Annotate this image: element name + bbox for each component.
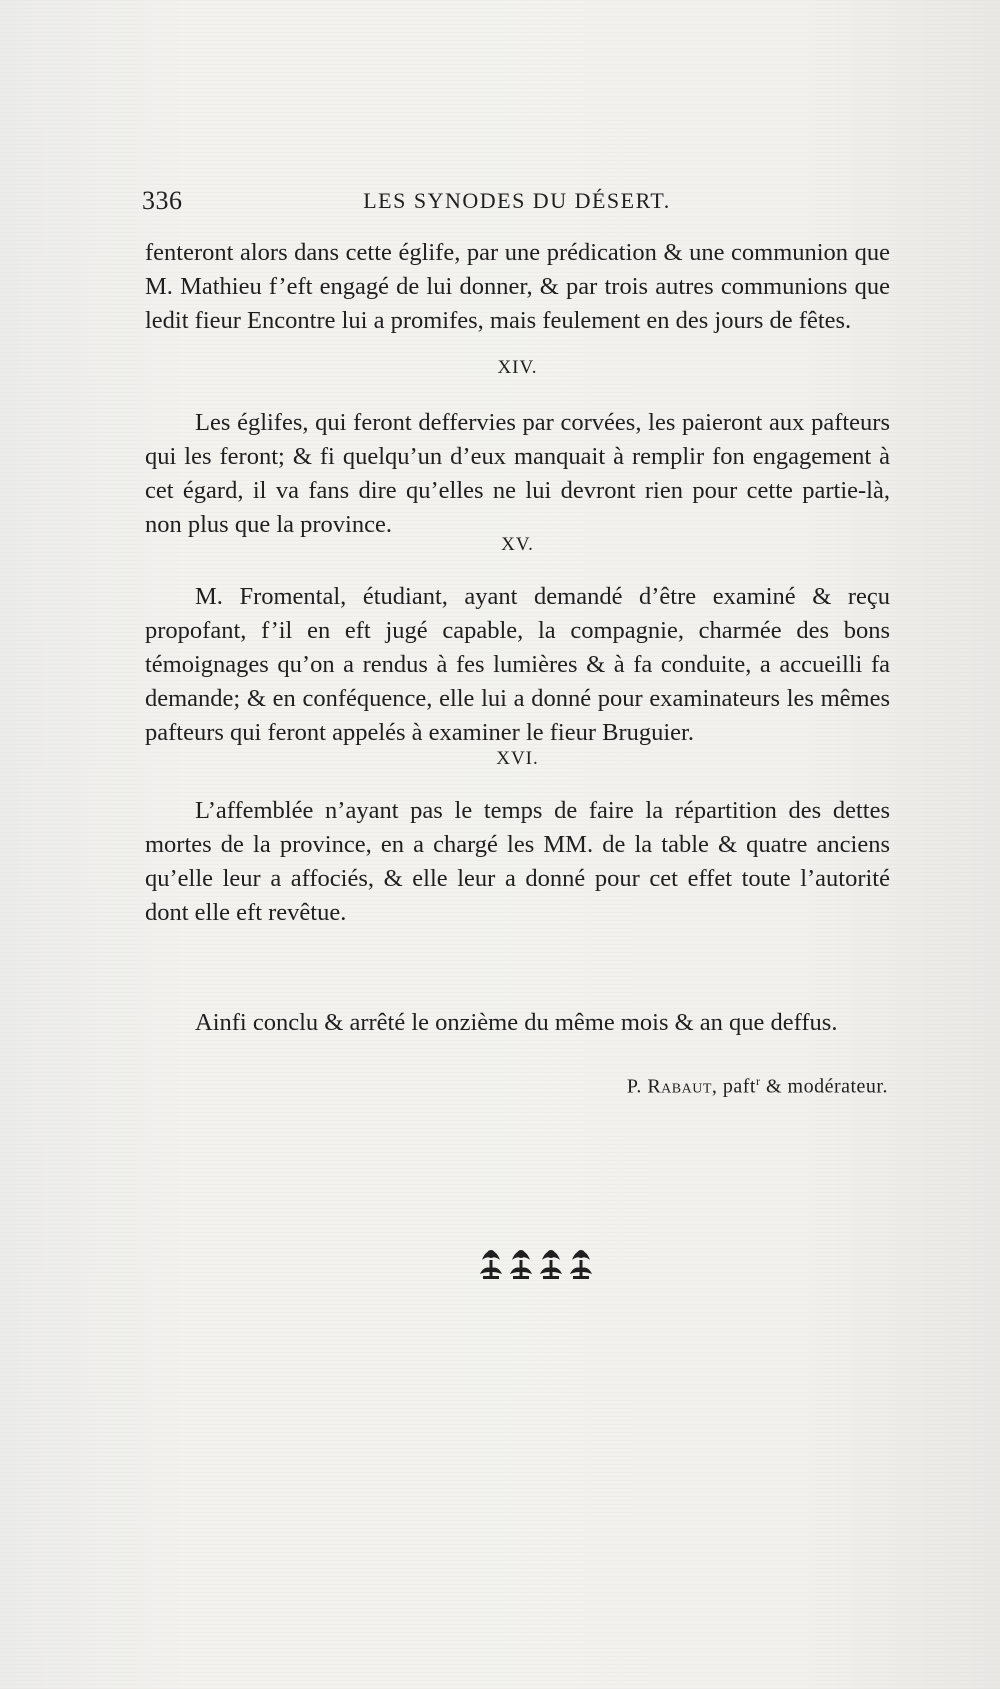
section-xiv-text-block: [145, 406, 890, 542]
section-xv-text: M. Fromental, étudiant, ayant demandé d’être examiné & reçu propofant, f’il en eft jugé capable, la compagnie, charmée des bons témoignages qu’on a rendus à fes lumières & à fa conduite, a accueilli fa demande; & en conféquence, elle lui a donné pour examinateurs les mêmes pafteurs qui feront appelés à examiner le fieur Bruguier.: [145, 583, 890, 746]
section-number-xv: XV.: [501, 534, 534, 555]
signature-title-suffix: & modérateur.: [760, 1075, 888, 1098]
signature-initial: P.: [626, 1075, 642, 1098]
section-xvi-text: L’affemblée n’ayant pas le temps de faire la répartition des dettes mortes de la province, en a chargé les MM. de la table & quatre anciens qu’elle leur a affociés, & elle leur a donné pour cet effet toute l’autorité dont elle eft revêtue.: [145, 797, 890, 926]
section-xv-text-block: [145, 580, 890, 750]
closing-statement: Ainfi conclu & arrêté le onzième du même mois & an que deffus.: [195, 1009, 838, 1036]
signature-name: Rabaut: [647, 1075, 712, 1098]
section-xvi-text-block: [145, 794, 890, 930]
section-number-xvi: XVI.: [496, 748, 539, 769]
floral-tailpiece-icon: [470, 1244, 600, 1288]
page-number: 336: [142, 186, 183, 215]
signature-title-prefix: , paft: [711, 1075, 756, 1098]
page-header: [142, 186, 892, 220]
section-xiv-text: Les églifes, qui feront deffervies par corvées, les paieront aux pafteurs qui les feront; & fi quelqu’un d’eux manquait à remplir fon engagement à cet égard, il va fans dire qu’elles ne lui devront rien pour cette partie-là, non plus que la province.: [145, 409, 890, 538]
running-head: LES SYNODES DU DÉSERT.: [363, 188, 671, 213]
signature-title-sup: r: [755, 1074, 761, 1088]
section-number-xiv: XIV.: [497, 357, 538, 378]
signature: [627, 1074, 888, 1099]
paragraph-continuation: [145, 236, 890, 338]
paragraph-text: fenteront alors dans cette églife, par une prédication & une communion que M. Mathieu f’eft engagé de lui donner, & par trois autres communions que ledit fieur Encontre lui a promifes, mais feulement en des jours de fêtes.: [145, 239, 890, 334]
